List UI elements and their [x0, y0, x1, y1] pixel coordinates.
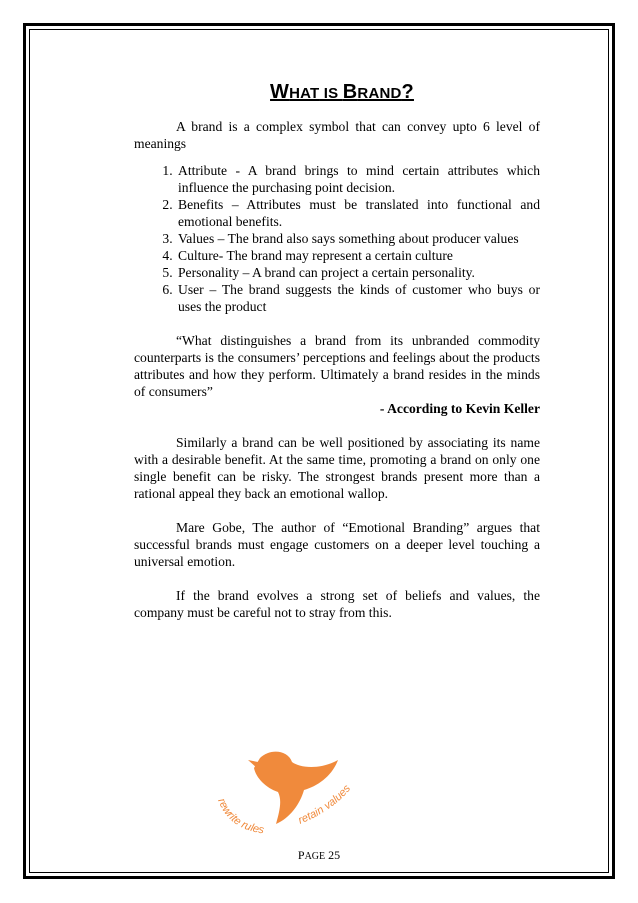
- body-paragraph-3: If the brand evolves a strong set of beliefs and values, the company must be careful not to stray from this.: [134, 588, 540, 620]
- list-item: 2. Benefits – Attributes must be translated into functional and emotional benefits.: [176, 196, 540, 230]
- logo-text-left: rewrite rules: [215, 796, 265, 837]
- list-item: 6. User – The brand suggests the kinds of customer who buys or uses the product: [176, 281, 540, 315]
- svg-text:rewrite rules: [215, 797, 265, 837]
- quote-paragraph: “What distinguishes a brand from its unbranded commodity counterparts is the consumers’ perceptions and feelings about the products attributes and how they perform. Ultimately a brand resides in the minds of consumers”: [134, 333, 540, 399]
- brand-logo: [200, 738, 370, 848]
- brand-meanings-list: [134, 162, 540, 315]
- list-item: 5. Personality – A brand can project a certain personality.: [176, 264, 540, 281]
- page-footer: [0, 848, 638, 863]
- page-title: WHAT IS BRAND?: [270, 81, 414, 103]
- list-item: 3. Values – The brand also says something about producer values: [176, 230, 540, 247]
- bird-icon: [200, 738, 370, 848]
- intro-paragraph: A brand is a complex symbol that can convey upto 6 level of meanings: [134, 119, 540, 151]
- list-item: 4. Culture- The brand may represent a certain culture: [176, 247, 540, 264]
- list-item: 1. Attribute - A brand brings to mind certain attributes which influence the purchasing point decision.: [176, 162, 540, 196]
- logo-text-right: retain values: [296, 782, 354, 827]
- page-content: [134, 80, 540, 621]
- body-paragraph-1: Similarly a brand can be well positioned by associating its name with a desirable benefit. At the same time, promoting a brand on only one single benefit can be risky. The strongest brands present more than a rational appeal they back an emotional wallop.: [134, 435, 540, 501]
- page-number: 25: [328, 848, 341, 862]
- body-paragraph-2: Mare Gobe, The author of “Emotional Branding” argues that successful brands must engage customers on a deeper level touching a universal emotion.: [134, 520, 540, 569]
- page-label: PAGE: [297, 848, 326, 862]
- quote-attribution: - According to Kevin Keller: [379, 401, 540, 416]
